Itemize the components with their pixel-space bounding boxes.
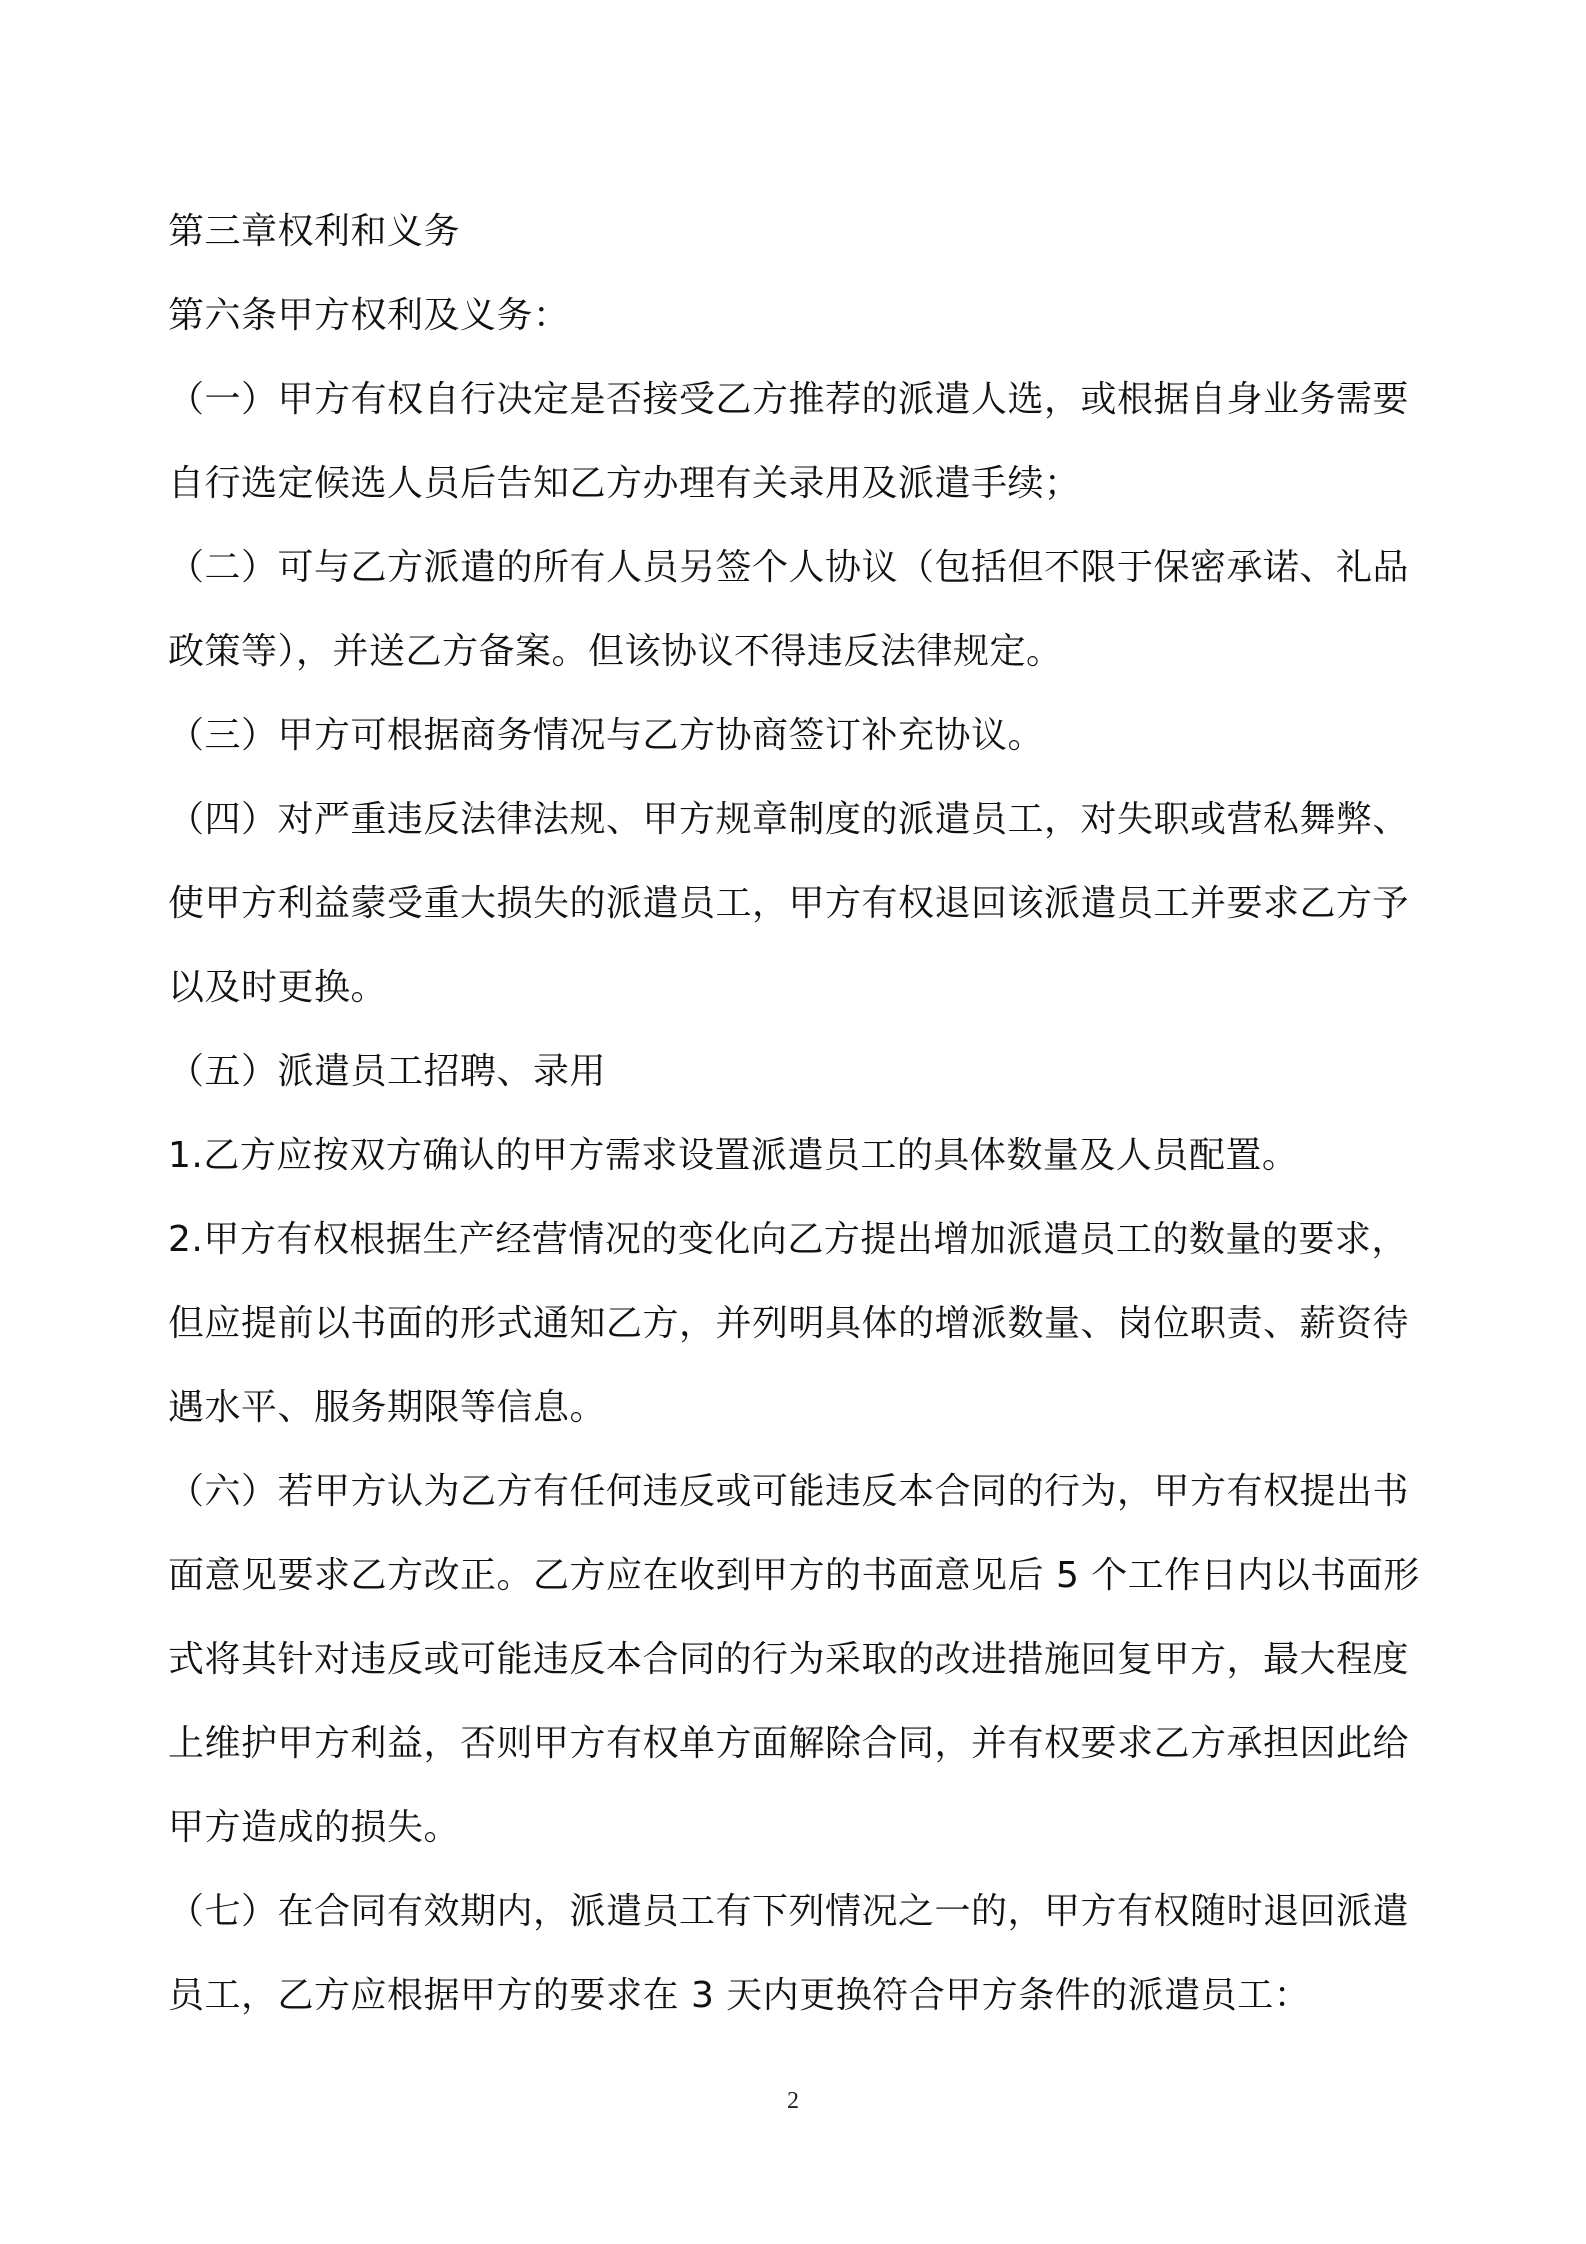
clause-2-line-2: 政策等），并送乙方备案。但该协议不得违反法律规定。 <box>168 631 1063 672</box>
clause-5-item-2-line-1: 2.甲方有权根据生产经营情况的变化向乙方提出增加派遣员工的数量的要求， <box>168 1219 1408 1260</box>
clause-6-line-1: （六）若甲方认为乙方有任何违反或可能违反本合同的行为，甲方有权提出书 <box>168 1471 1410 1512</box>
clause-6-line-3: 式将其针对违反或可能违反本合同的行为采取的改进措施回复甲方，最大程度 <box>168 1639 1410 1680</box>
clause-7-line-1: （七）在合同有效期内，派遣员工有下列情况之一的，甲方有权随时退回派遣 <box>168 1891 1410 1932</box>
clause-6-line-2: 面意见要求乙方改正。乙方应在收到甲方的书面意见后 5 个工作日内以书面形 <box>168 1555 1420 1596</box>
page-number: 2 <box>787 2088 799 2114</box>
clause-6-line-5: 甲方造成的损失。 <box>168 1807 461 1848</box>
article-heading: 第六条甲方权利及义务： <box>168 295 570 336</box>
clause-4-line-3: 以及时更换。 <box>168 967 388 1008</box>
clause-5-item-1: 1.乙方应按双方确认的甲方需求设置派遣员工的具体数量及人员配置。 <box>168 1135 1299 1176</box>
clause-2-line-1: （二）可与乙方派遣的所有人员另签个人协议（包括但不限于保密承诺、礼品 <box>168 547 1410 588</box>
clause-1-line-1: （一）甲方有权自行决定是否接受乙方推荐的派遣人选，或根据自身业务需要 <box>168 379 1410 420</box>
clause-1-line-2: 自行选定候选人员后告知乙方办理有关录用及派遣手续； <box>168 463 1081 504</box>
document-body <box>168 190 1450 2038</box>
clause-5-item-2-line-3: 遇水平、服务期限等信息。 <box>168 1387 607 1428</box>
clause-6-line-4: 上维护甲方利益，否则甲方有权单方面解除合同，并有权要求乙方承担因此给 <box>168 1723 1410 1764</box>
chapter-heading: 第三章权利和义务 <box>168 211 461 252</box>
clause-5-heading: （五）派遣员工招聘、录用 <box>168 1051 607 1092</box>
clause-7-line-2: 员工，乙方应根据甲方的要求在 3 天内更换符合甲方条件的派遣员工： <box>168 1975 1311 2016</box>
clause-3-line-1: （三）甲方可根据商务情况与乙方协商签订补充协议。 <box>168 715 1045 756</box>
clause-4-line-1: （四）对严重违反法律法规、甲方规章制度的派遣员工，对失职或营私舞弊、 <box>168 799 1410 840</box>
clause-4-line-2: 使甲方利益蒙受重大损失的派遣员工，甲方有权退回该派遣员工并要求乙方予 <box>168 883 1410 924</box>
clause-5-item-2-line-2: 但应提前以书面的形式通知乙方，并列明具体的增派数量、岗位职责、薪资待 <box>168 1303 1410 1344</box>
